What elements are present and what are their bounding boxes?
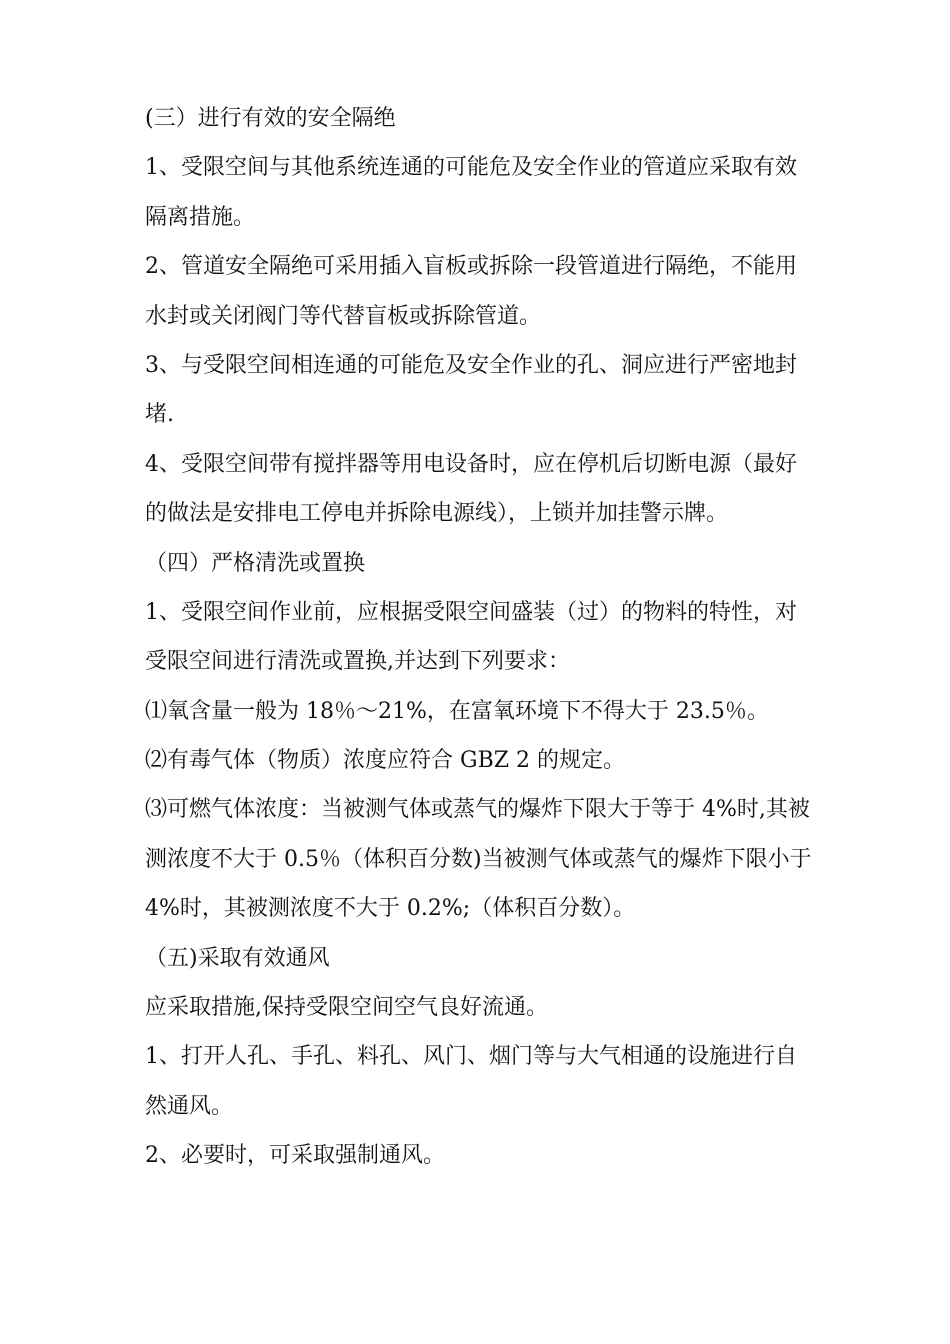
paragraph-line: 3、与受限空间相连通的可能危及安全作业的孔、洞应进行严密地封 — [145, 352, 797, 378]
paragraph-line: 1、受限空间作业前，应根据受限空间盛装（过）的物料的特性，对 — [145, 599, 797, 625]
paragraph-line: 4、受限空间带有搅拌器等用电设备时，应在停机后切断电源（最好 — [145, 451, 797, 477]
paragraph-line: 2、管道安全隔绝可采用插入盲板或拆除一段管道进行隔绝，不能用 — [145, 254, 797, 280]
paragraph-line: 然通风。 — [145, 1093, 234, 1119]
section-heading-4: （四）严格清洗或置换 — [145, 550, 366, 576]
paragraph-line: 的做法是安排电工停电并拆除电源线），上锁并加挂警示牌。 — [145, 501, 729, 527]
list-item-flammable-gas: ⑶可燃气体浓度：当被测气体或蒸气的爆炸下限大于等于 4%时,其被 — [145, 797, 810, 823]
paragraph-line: 4%时，其被测浓度不大于 0.2%;（体积百分数）。 — [145, 896, 636, 922]
section-heading-3: (三）进行有效的安全隔绝 — [145, 106, 396, 131]
list-item-oxygen: ⑴氧含量一般为 18％～21%，在富氧环境下不得大于 23.5％。 — [145, 698, 769, 724]
paragraph-line: 测浓度不大于 0.5％（体积百分数)当被测气体或蒸气的爆炸下限小于 — [145, 846, 812, 872]
paragraph-line: 受限空间进行清洗或置换,并达到下列要求： — [145, 649, 570, 675]
paragraph-line: 1、打开人孔、手孔、料孔、风门、烟门等与大气相通的设施进行自 — [145, 1044, 797, 1070]
list-item-toxic-gas: ⑵有毒气体（物质）浓度应符合 GBZ 2 的规定。 — [145, 748, 626, 774]
document-body — [145, 94, 815, 1181]
section-heading-5: （五)采取有效通风 — [145, 945, 330, 971]
paragraph-line: 隔离措施。 — [145, 204, 256, 230]
paragraph-line: 应采取措施,保持受限空间空气良好流通。 — [145, 995, 548, 1021]
paragraph-line: 1、受限空间与其他系统连通的可能危及安全作业的管道应采取有效 — [145, 155, 797, 181]
paragraph-line: 堵. — [145, 402, 174, 428]
paragraph-line: 水封或关闭阀门等代替盲板或拆除管道。 — [145, 303, 542, 329]
paragraph-line: 2、必要时，可采取强制通风。 — [145, 1143, 445, 1169]
